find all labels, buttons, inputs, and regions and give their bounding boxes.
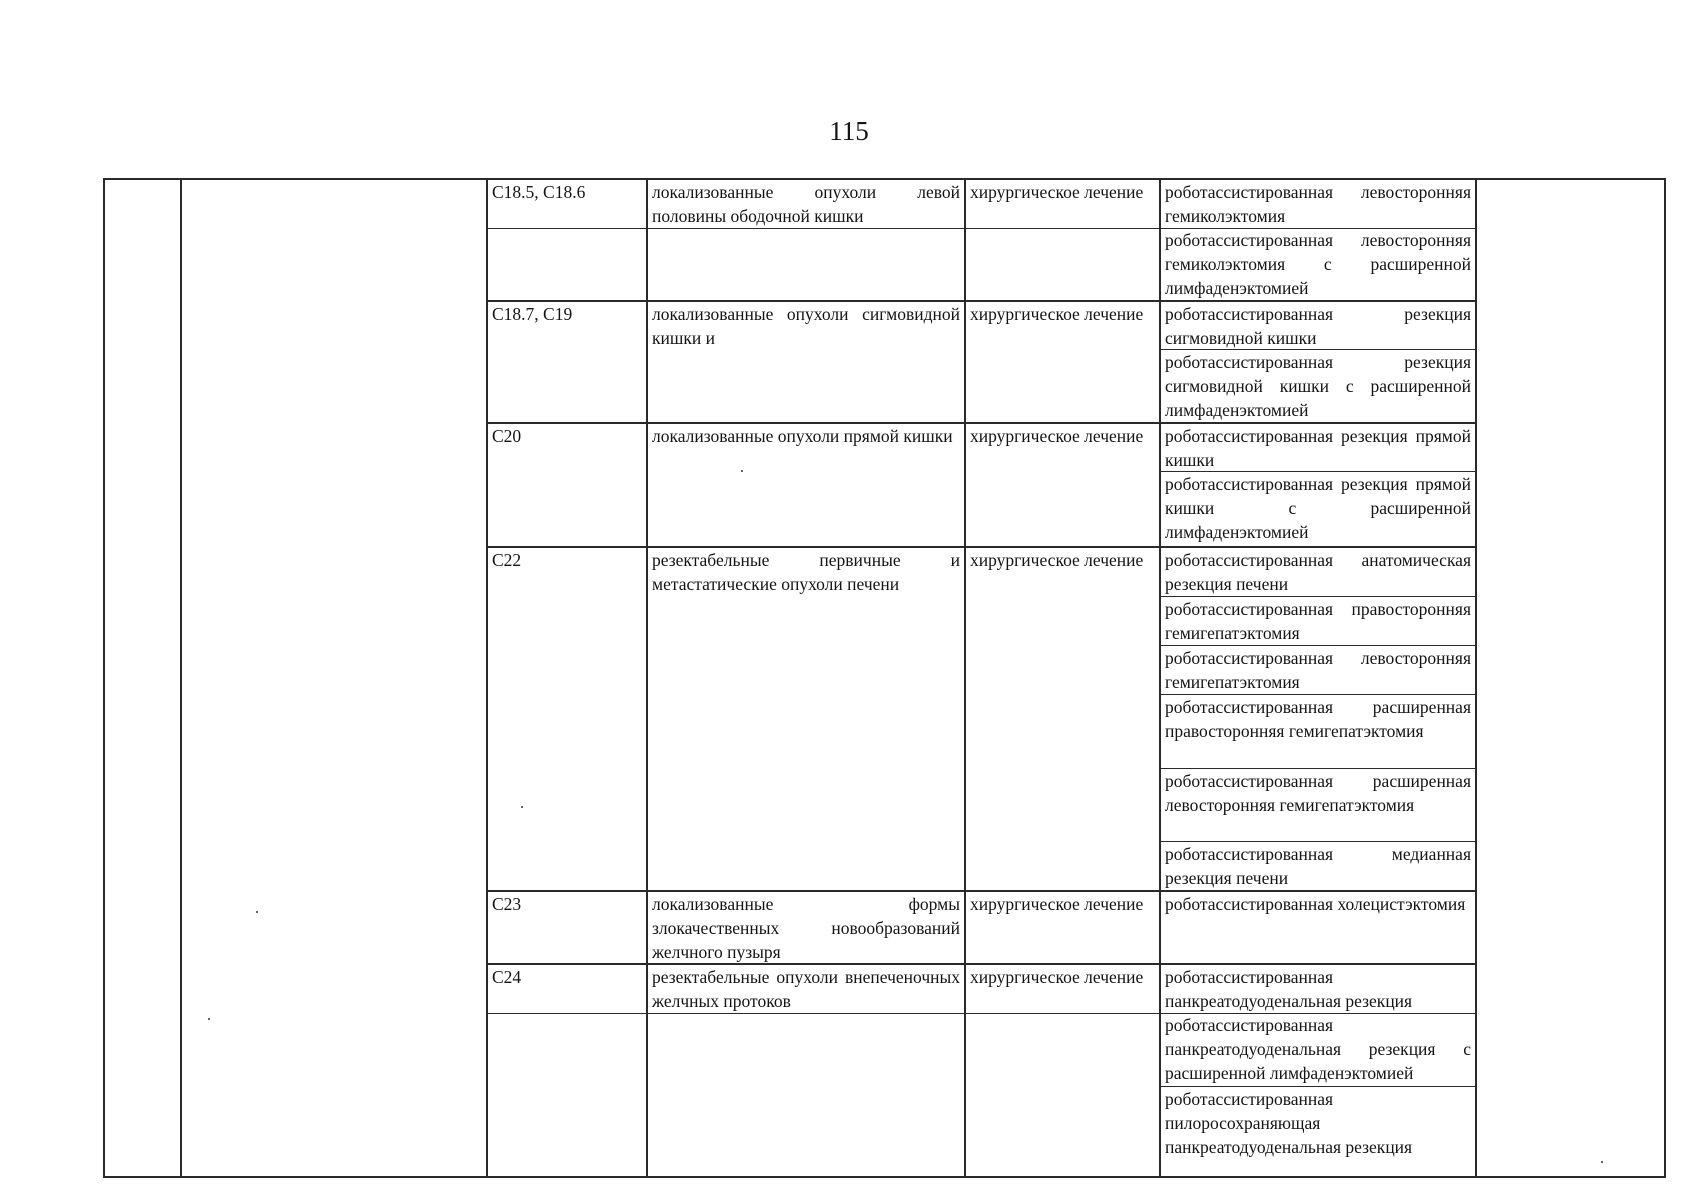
method-cell: роботассистированная резекция сигмовидной кишки <box>1161 300 1475 349</box>
column-divider <box>1475 180 1477 1176</box>
scan-speck <box>256 911 258 913</box>
condition-cell: локализованные опухоли прямой кишки <box>648 422 964 546</box>
method-cell: роботассистированная расширенная правосторонняя гемигепатэктомия <box>1161 694 1475 768</box>
method-cell: роботассистированная пилоросохраняющая панкреатодуоденальная резекция <box>1161 1086 1475 1176</box>
treatment-cell: хирургическое лечение <box>966 300 1159 422</box>
condition-cell: резектабельные первичные и метастатические опухоли печени <box>648 546 964 890</box>
scan-speck <box>521 806 523 808</box>
method-cell: роботассистированная резекция сигмовидной кишки с расширенной лимфаденэктомией <box>1161 349 1475 422</box>
scan-speck <box>741 470 743 472</box>
method-cell: роботассистированная холецистэктомия <box>1161 890 1475 963</box>
method-cell: роботассистированная панкреатодуоденальная резекция <box>1161 963 1475 1013</box>
treatment-cell: хирургическое лечение <box>966 546 1159 890</box>
scan-speck <box>208 1018 210 1020</box>
code-cell: C24 <box>488 963 646 1013</box>
treatment-cell: хирургическое лечение <box>970 182 1144 202</box>
condition-cell: локализованные формы злокачественных новообразований желчного пузыря <box>648 890 964 963</box>
condition-cell: резектабельные опухоли внепеченочных желчных протоков <box>648 963 964 1013</box>
code-cell: C20 <box>488 422 646 546</box>
treatment-cell: хирургическое лечение <box>966 422 1159 546</box>
code-cell: C22 <box>488 546 646 890</box>
method-cell: роботассистированная панкреатодуоденальная резекция с расширенной лимфаденэктомией <box>1165 1015 1471 1083</box>
method-cell: роботассистированная резекция прямой кишки с расширенной лимфаденэктомией <box>1161 471 1475 546</box>
method-cell: роботассистированная расширенная левосторонняя гемигепатэктомия <box>1161 768 1475 841</box>
code-cell: C18.7, C19 <box>488 300 646 422</box>
method-cell: роботассистированная левосторонняя гемиколэктомия с расширенной лимфаденэктомией <box>1165 230 1471 298</box>
treatment-cell: хирургическое лечение <box>966 963 1159 1013</box>
code-cell: C18.5, C18.6 <box>492 182 586 202</box>
method-cell: роботассистированная левосторонняя гемиколэктомия <box>1165 182 1471 226</box>
condition-cell: локализованные опухоли левой половины ободочной кишки <box>652 182 960 226</box>
condition-cell: локализованные опухоли сигмовидной кишки и <box>648 300 964 422</box>
page-number: 115 <box>829 116 869 146</box>
method-cell: роботассистированная левосторонняя гемигепатэктомия <box>1161 645 1475 694</box>
method-cell: роботассистированная правосторонняя гемигепатэктомия <box>1161 596 1475 645</box>
method-cell: роботассистированная резекция прямой кишки <box>1161 422 1475 471</box>
code-cell: C23 <box>488 890 646 963</box>
treatment-cell: хирургическое лечение <box>966 890 1159 963</box>
column-divider <box>180 180 182 1176</box>
method-cell: роботассистированная медианная резекция печени <box>1161 841 1475 890</box>
scan-speck <box>1601 1161 1603 1163</box>
procedures-table <box>103 178 1666 1178</box>
method-cell: роботассистированная анатомическая резекция печени <box>1161 546 1475 596</box>
